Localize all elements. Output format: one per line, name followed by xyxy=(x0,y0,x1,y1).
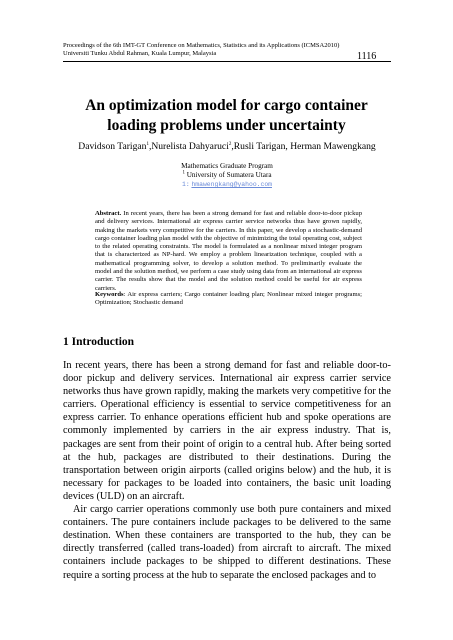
author-list xyxy=(63,141,391,152)
affiliation-university: University of Sumatera Utara xyxy=(184,171,272,179)
author-1-sup: 1 xyxy=(146,141,149,147)
email-link[interactable]: hmawengkang@yahoo.com xyxy=(191,181,272,188)
author-rest: ,Rusli Tarigan, Herman Mawengkang xyxy=(231,141,376,152)
affiliation-program: Mathematics Graduate Program xyxy=(181,162,273,170)
section-heading: 1 Introduction xyxy=(63,336,135,348)
keywords-label: Keywords xyxy=(95,291,124,298)
abstract xyxy=(95,210,362,293)
header-conference: Proceedings of the 6th IMT-GT Conference on Mathematics, Statistics and its Applications (ICMSA2010) xyxy=(63,42,340,49)
body-paragraph-2: Air cargo carrier operations commonly use both pure containers and mixed containers. The pure containers include packages to be delivered to the same destination. When these containers are transported to the hub, they can be directly transferred (called trans-loaded) from aircraft to aircraft. The mixed containers include packages to be shipped to different destinations. These require a sorting process at the hub to separate the enclosed packages and to xyxy=(63,504,391,581)
keywords xyxy=(95,291,362,308)
author-2: ,Nurelista Dahyaruci xyxy=(148,141,229,152)
body-text xyxy=(63,359,391,582)
affiliation-university-line xyxy=(63,171,391,180)
page-number: 1116 xyxy=(357,51,377,62)
author-2-sup: 2 xyxy=(228,141,232,147)
abstract-text: In recent years, there has been a strong demand for fast and reliable door-to-door pickup and delivery services. International air express carrier service networks thus have grown rapidly, making the markets very competitive for the carriers. In this paper, we develop a stochastic-demand cargo container loading plan model with the objective of minimizing the total operating cost, subject to the related operating constraints. The model is formulated as a nonlinear mixed integer program that is characterized as NP-hard. We employ a problem linearization technique, coupled with a mathematical programming solver, to develop a solution method. To preliminarily evaluate the model and the solution method, we perform a case study using data from an international air express carrier. The results show that the model and the solution method could be useful for air express carriers. xyxy=(95,210,362,292)
keywords-text: : Air express carriers; Cargo container loading plan; Nonlinear mixed integer programs; Optimization; Stochastic demand xyxy=(95,291,362,307)
affiliation-email-line xyxy=(63,180,391,189)
abstract-label: Abstract. xyxy=(95,210,122,217)
header-venue: Universiti Tunku Abdul Rahman, Kuala Lumpur, Malaysia xyxy=(63,50,217,57)
header-rule xyxy=(63,61,391,62)
affiliation xyxy=(63,162,391,189)
email-prefix: 1: xyxy=(181,181,190,188)
paper-title xyxy=(70,96,383,136)
body-paragraph-1: In recent years, there has been a strong demand for fast and reliable door-to-door pickup and delivery services. International air express carrier service networks thus have grown rapidly, making the markets very competitive for the carriers. Operational efficiency is essential to service competitiveness for an express carrier. To enhance operations efficient hub and spoke operations are commonly implemented by carriers in the air express industry. That is, packages are sent from their point of origin to a central hub. After being sorted at the hub, packages are distributed to their destinations. During the transportation between origin airports (called origins below) and the hub, it is necessary for packages to be loaded into containers, the basic unit loading devices (ULD) on an aircraft. xyxy=(63,360,391,502)
author-1: Davidson Tarigan xyxy=(78,141,147,152)
title-line-2: loading problems under uncertainty xyxy=(107,117,346,134)
title-line-1: An optimization model for cargo container xyxy=(85,97,368,114)
running-header xyxy=(63,42,393,58)
university-sup: 1 xyxy=(182,170,185,176)
